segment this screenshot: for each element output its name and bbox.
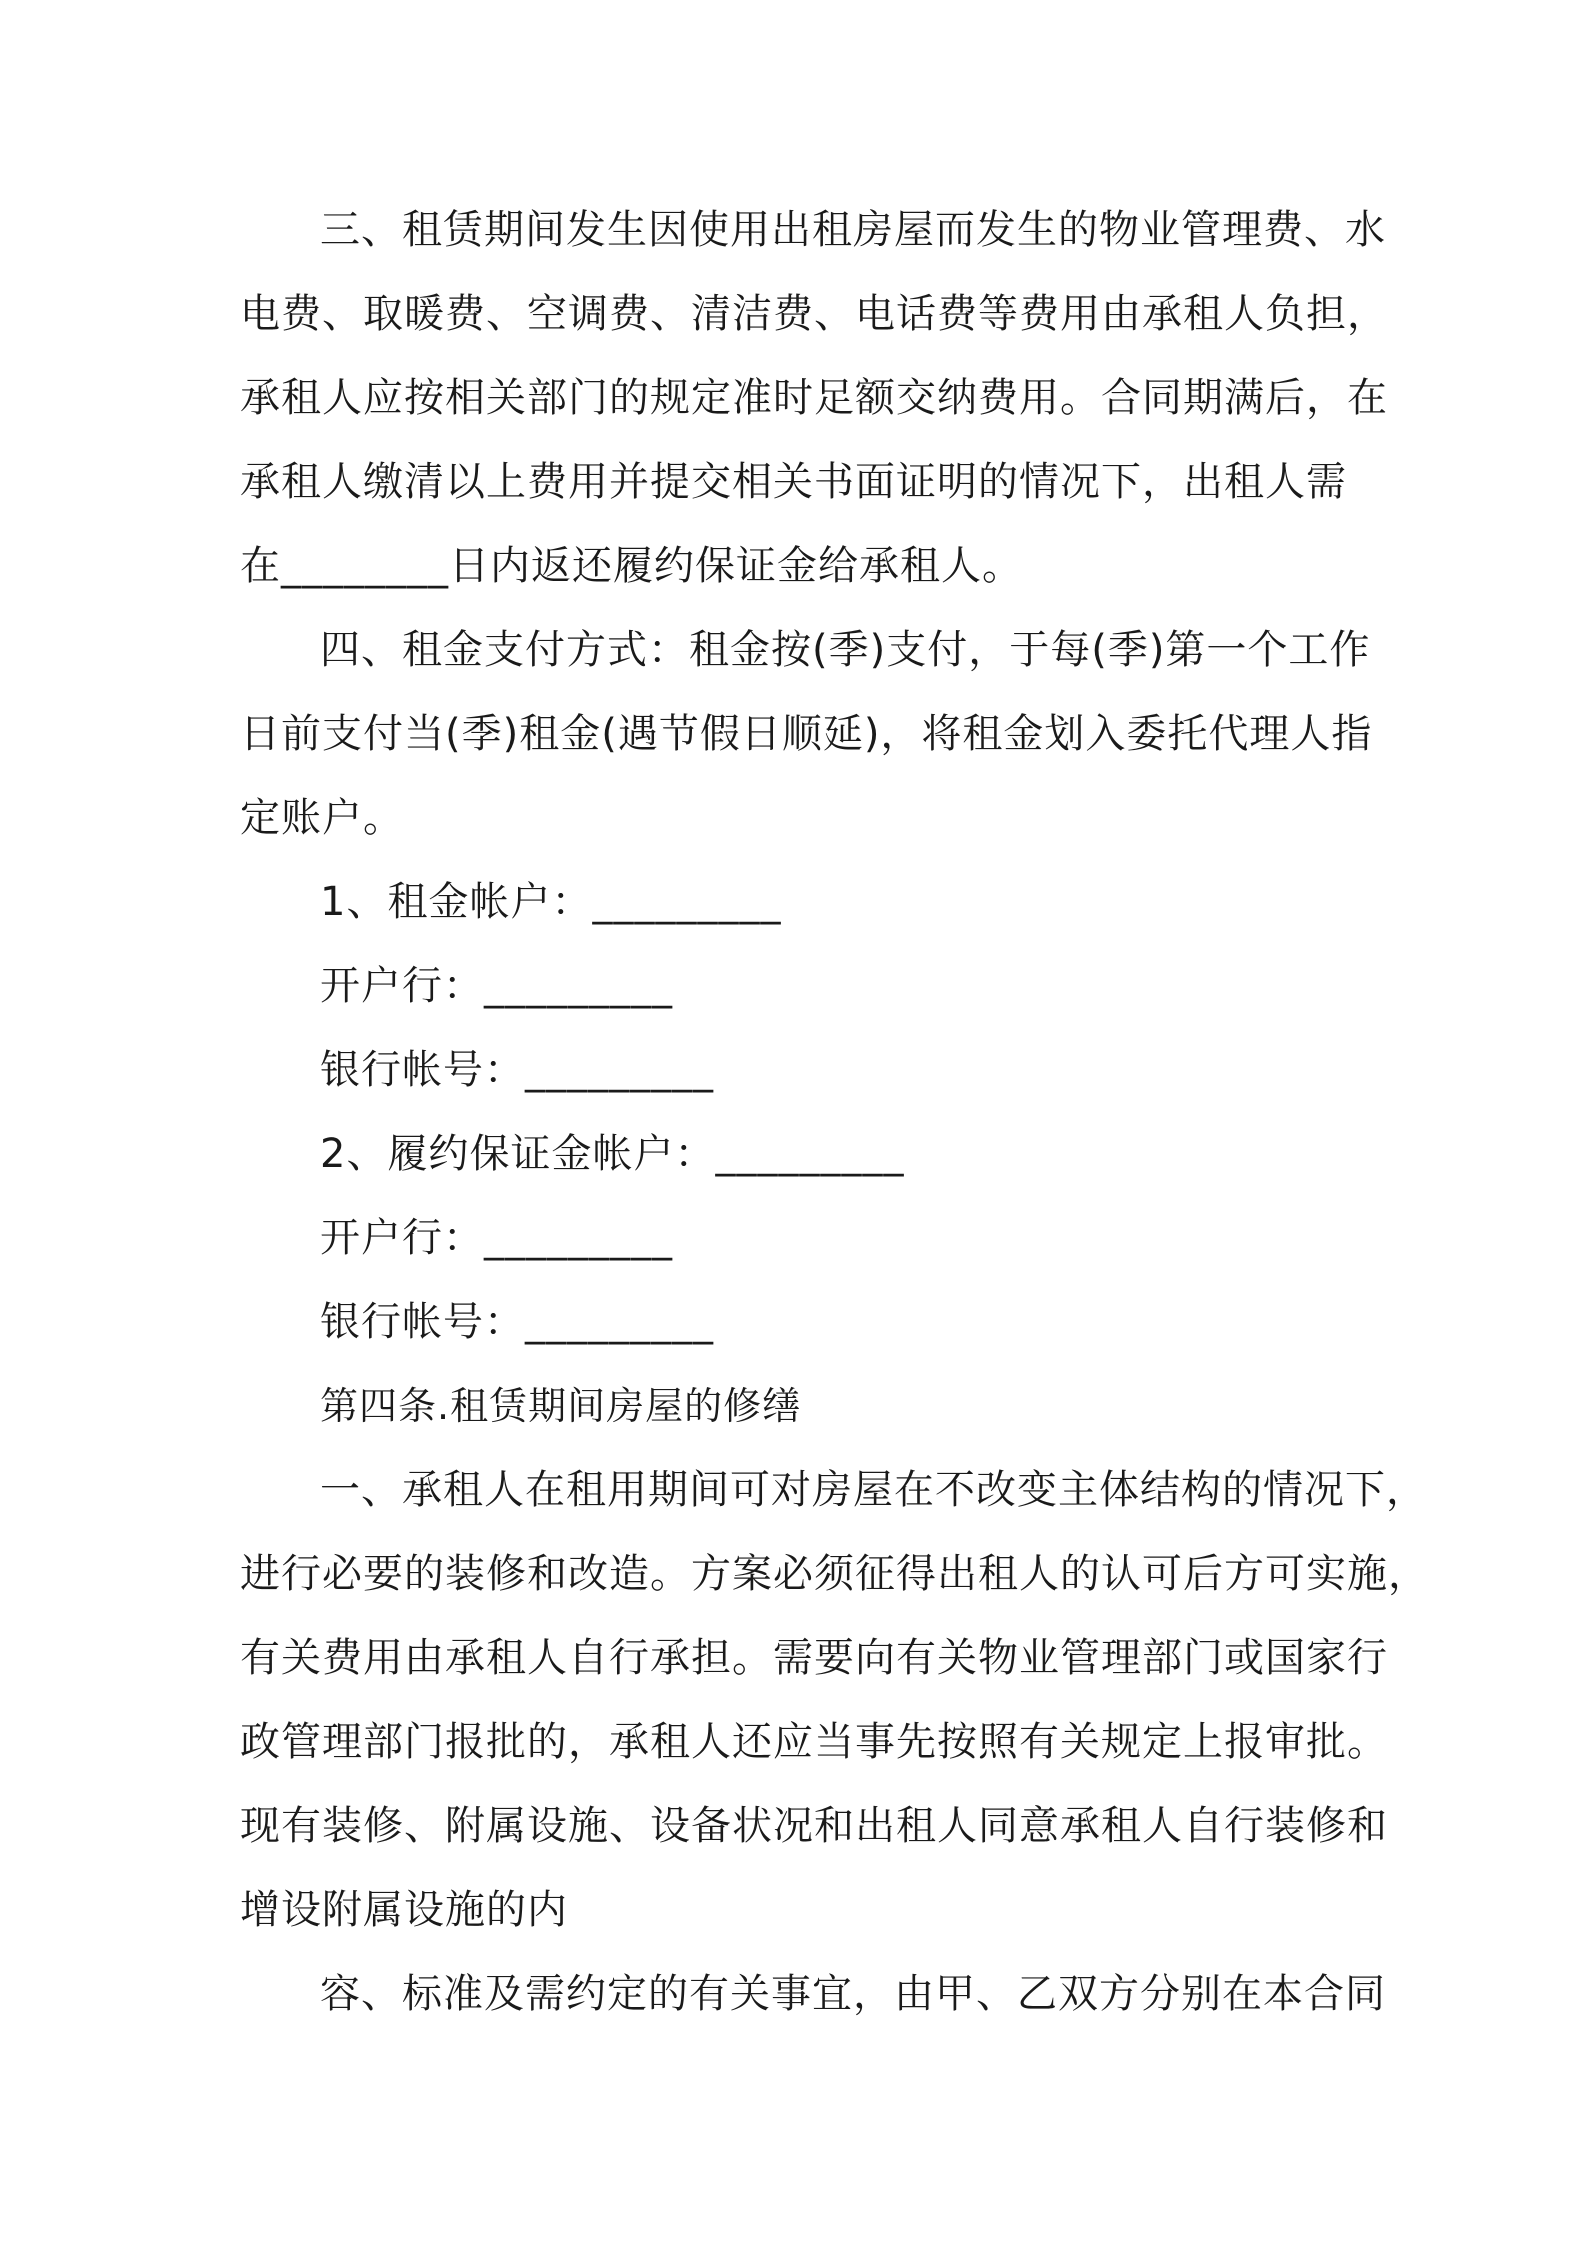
repair-line-2: 进行必要的装修和改造。方案必须征得出租人的认可后方可实施， xyxy=(240,1551,1429,1597)
clause-4-line-1: 四、租金支付方式：租金按(季)支付，于每(季)第一个工作 xyxy=(320,627,1371,673)
rent-account-line: 1、租金帐户：_________ xyxy=(320,879,782,925)
repair-line-4: 政管理部门报批的，承租人还应当事先按照有关规定上报审批。 xyxy=(240,1719,1388,1765)
deposit-bank-line: 开户行：_________ xyxy=(320,1215,673,1261)
clause-3-line-2: 电费、取暖费、空调费、清洁费、电话费等费用由承租人负担， xyxy=(240,291,1388,337)
repair-line-1: 一、承租人在租用期间可对房屋在不改变主体结构的情况下， xyxy=(320,1467,1427,1513)
repair-line-6: 增设附属设施的内 xyxy=(240,1887,568,1933)
rent-bank-line: 开户行：_________ xyxy=(320,963,673,1009)
clause-4-line-3: 定账户。 xyxy=(240,795,404,841)
clause-3-line-3: 承租人应按相关部门的规定准时足额交纳费用。合同期满后，在 xyxy=(240,375,1388,421)
repair-line-5: 现有装修、附属设施、设备状况和出租人同意承租人自行装修和 xyxy=(240,1803,1388,1849)
deposit-account-line: 2、履约保证金帐户：_________ xyxy=(320,1131,905,1177)
deposit-bank-number-line: 银行帐号：_________ xyxy=(320,1299,714,1345)
clause-3-line-1: 三、租赁期间发生因使用出租房屋而发生的物业管理费、水 xyxy=(320,207,1386,253)
repair-line-3: 有关费用由承租人自行承担。需要向有关物业管理部门或国家行 xyxy=(240,1635,1388,1681)
rent-bank-number-line: 银行帐号：_________ xyxy=(320,1047,714,1093)
article-4-heading: 第四条.租赁期间房屋的修缮 xyxy=(320,1384,802,1428)
continuation-line: 容、标准及需约定的有关事宜，由甲、乙双方分别在本合同 xyxy=(320,1971,1386,2017)
clause-3-line-5: 在________日内返还履约保证金给承租人。 xyxy=(240,543,1023,589)
clause-3-line-4: 承租人缴清以上费用并提交相关书面证明的情况下，出租人需 xyxy=(240,459,1347,505)
clause-4-line-2: 日前支付当(季)租金(遇节假日顺延)，将租金划入委托代理人指 xyxy=(240,711,1373,757)
